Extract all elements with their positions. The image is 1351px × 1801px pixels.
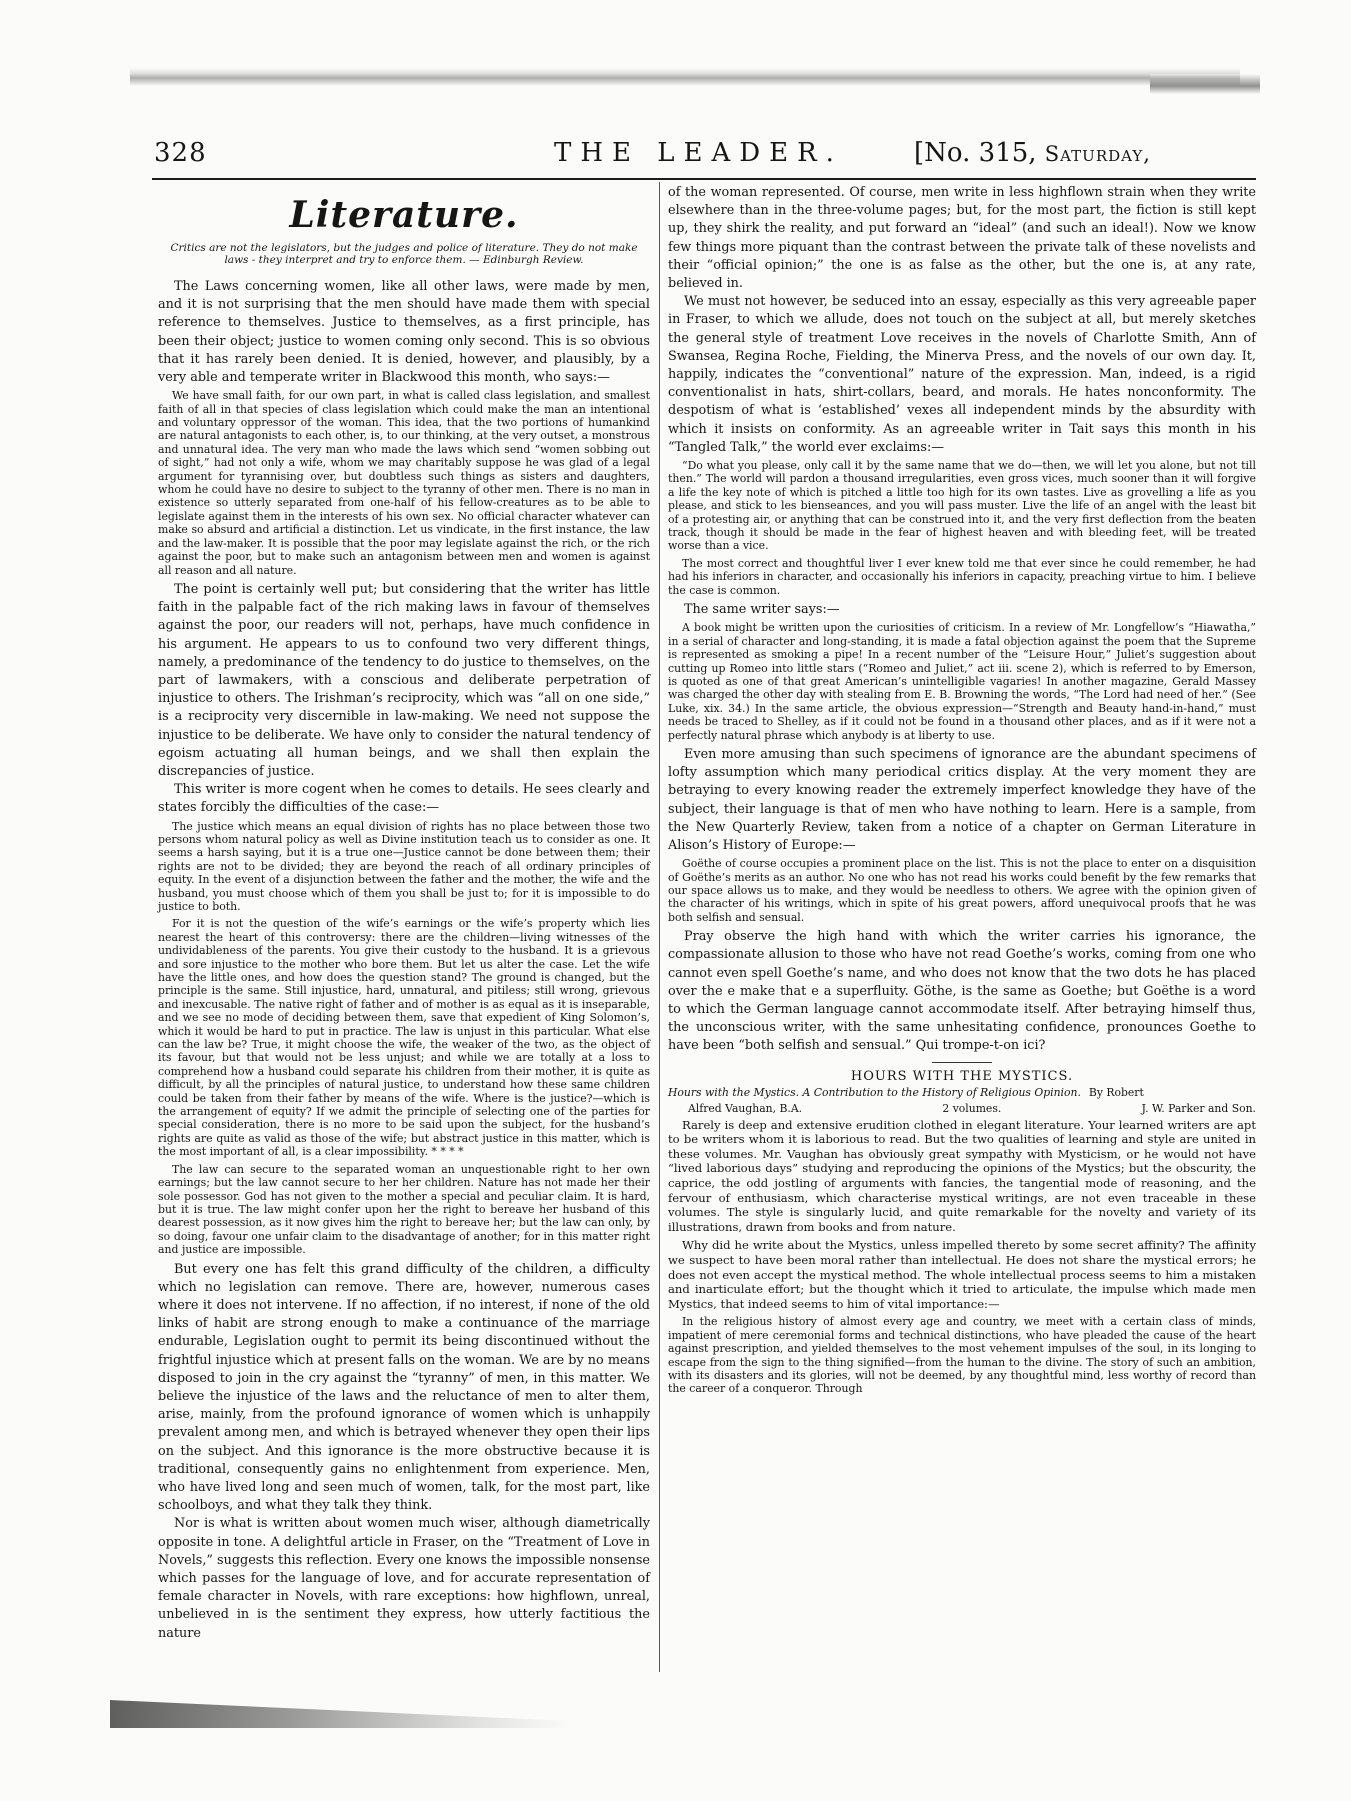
section-heading: Literature. [289,194,519,236]
block-quote: The law can secure to the separated woman an unquestionable right to her own earnings; but the law cannot secure to her her children. Nature has not made her their sole possessor. God has not given to the mother a special and peculiar claim. It is hard, but it is true. The law might confer upon her the right to bereave her husband of this dearest possession, as it now gives him the right to bereave her; but the law can only, by so doing, favour one unfair claim to the disadvantage of another; for in this matter right and justice are impossible. [158,1162,650,1257]
book-author-continued: Alfred Vaughan, B.A. [688,1101,803,1115]
article-paragraph: We must not however, be seduced into an essay, especially as this very agreeable paper in Fraser, to which we allude, does not touch on the subject at all, but merely sketches the general style of treatment Love receives in the novels of Charlotte Smith, Ann of Swansea, Regina Roche, Fielding, the Minerva Press, and the novels of our own day. It, happily, indicates the “conventional” nature of the expression. Man, indeed, is a rigid conventionalist in hats, shirt-collars, beard, and morals. He hates nonconformity. The despotism of what is ‘established’ vexes all independent minds by the absurdity with which it insists on conformity. As an agreeable writer in Tait says this month in his “Tangled Talk,” the world ever exclaims:— [668,294,1256,455]
article-paragraph: of the woman represented. Of course, men write in less highflown strain when they write elsewhere than in the three-volume pages; but, for the most part, the fiction is still kept up, they shirk the reality, and put forward an “ideal” (and such an ideal!). Now we know few things more piquant than the contrast between the private talk of these novelists and their “official opinion;” the one is as false as the other, but the one is, at any rate, believed in. [668,185,1256,292]
left-column [158,184,650,1643]
book-details-line [668,1102,1256,1115]
review-heading: HOURS WITH THE MYSTICS. [850,1068,1074,1084]
book-title-line [668,1086,1256,1099]
scan-edge-bottom [110,1700,570,1728]
paper-title: THE LEADER. [554,138,843,168]
scan-edge-top [130,68,1240,86]
article-paragraph: Even more amusing than such specimens of ignorance are the abundant specimens of lofty assumption which many periodical critics display. At the very moment they are betraying to every knowing reader the extremely imperfect knowledge they have of the subject, their language is that of men who have nothing to learn. Here is a sample, from the New Quarterly Review, taken from a notice of a chapter on German Literature in Alison’s History of Europe:— [668,746,1256,853]
book-author: By Robert [1088,1085,1144,1099]
block-quote: The most correct and thoughtful liver I ever knew told me that ever since he could remember, he had had his inferiors in character, and occasionally his inferiors in capacity, preaching virtue to him. I believe the case is common. [668,556,1256,597]
right-column [668,184,1256,1400]
page-number: 328 [154,138,207,168]
article-paragraph: The same writer says:— [684,602,840,618]
header-rule [152,178,1256,180]
book-publisher: J. W. Parker and Son. [1141,1101,1256,1115]
section-motto: Critics are not the legislators, but the judges and police of literature. They do not make laws - they interpret and try to enforce them. — Edinburgh Review. [170,242,638,266]
scan-edge-top-right [1150,74,1260,94]
book-volumes: 2 volumes. [942,1101,1002,1115]
column-divider [659,182,660,1672]
issue-number: [No. 315, [914,138,1045,168]
issue-line [914,138,1151,168]
article-paragraph: The Laws concerning women, like all other laws, were made by men, and it is not surprising that the men should have made them with special reference to themselves. Justice to themselves, as a first principle, has been their object; justice to women coming only second. This is so obvious that it has rarely been denied. It is denied, however, and plausibly, by a very able and temperate writer in Blackwood this month, who says:— [158,279,650,386]
article-paragraph: This writer is more cogent when he comes to details. He sees clearly and states forcibly the difficulties of the case:— [158,782,650,816]
block-quote: A book might be written upon the curiosities of criticism. In a review of Mr. Longfellow’s “Hiawatha,” in a serial of character and long-standing, it is made a fatal objection against the poem that the Supreme is represented as smoking a pipe! In a recent number of the “Leisure Hour,” Juliet’s suggestion about cutting up Romeo into little stars (“Romeo and Juliet,” act iii. scene 2), which is referred to by Emerson, is quoted as one of that great American’s unintelligible vagaries! In another magazine, Gerald Massey was charged the other day with stealing from E. B. Browning the words, “The Lord had need of her.” (See Luke, xix. 34.) In the same article, the obvious expression—“Strength and Beauty hand-in-hand,” must needs be traced to Shelley, as if it could not be found in a thousand other places, and as if it were not a perfectly natural phrase which anybody is at liberty to use. [668,621,1256,742]
review-paragraph: Why did he write about the Mystics, unless impelled thereto by some secret affinity? The affinity we suspect to have been moral rather than intellectual. He does not share the mystical errors; he does not even accept the mystical method. The whole intellectual process seems to him a mistaken and inarticulate effort; but the thought which it tried to articulate, the impulse which made men Mystics, that indeed seems to him of vital importance:— [668,1238,1256,1311]
article-paragraph: The point is certainly well put; but considering that the writer has little faith in the palpable fact of the rich making laws in favour of themselves against the poor, our readers will not, perhaps, have much confidence in his argument. He appears to us to confound two very different things, namely, a predominance of the tendency to do justice to themselves, on the part of lawmakers, with a conscious and deliberate perpetration of injustice to others. The Irishman’s reciprocity, which was “all on one side,” is a reciprocity very discernible in law-making. We need not suppose the injustice to be deliberate. We have only to consider the natural tendency of egoism actuating all human beings, and we shall then explain the discrepancies of justice. [158,581,650,779]
block-quote: The justice which means an equal division of rights has no place between those two persons whom natural policy as well as Divine institution teach us to consider as one. It seems a harsh saying, but it is a true one—Justice cannot be done between them; their rights are not to be divided; they are beyond the reach of all ordinary principles of equity. In the event of a disjunction between the father and the mother, the wife and the husband, you must choose which of them you shall be just to; for it is impossible to do justice to both. [158,819,650,913]
block-quote: Goëthe of course occupies a prominent place on the list. This is not the place to enter on a disquisition of Goëthe’s merits as an author. No one who has not read his works could benefit by the few remarks that our space allows us to make, and they would be needless to others. We agree with the opinion given of the character of his writings, which in spite of his great powers, afford unequivocal proofs that he was both selfish and sensual. [668,857,1256,924]
masthead [154,138,1254,178]
block-quote: “Do what you please, only call it by the same name that we do—then, we will let you alone, but not till then.” The world will pardon a thousand irregularities, even gross vices, much sooner than it will forgive a life the key note of which is pitched a little too high for its own tastes. Live as grovelling a life as you please, and stick to les bienseances, and you will pass muster. Live the life of an angel with the least bit of a protesting air, or anything that can be construed into it, and the very first deflection from the beaten track, though it should be made in the fear of highest heaven and with bleeding feet, will be treated worse than a vice. [668,459,1256,553]
block-quote: In the religious history of almost every age and country, we meet with a certain class of minds, impatient of mere ceremonial forms and technical distinctions, who have pleaded the cause of the heart against prescription, and yielded themselves to the most vehement impulses of the soul, in its longing to escape from the sign to the thing signified—from the human to the divine. The story of such an ambition, with its disasters and its glories, will not be deemed, by any thoughtful mind, less worthy of record than the career of a conqueror. Through [668,1315,1256,1396]
article-paragraph: But every one has felt this grand difficulty of the children, a difficulty which no legislation can remove. There are, however, numerous cases where it does not intervene. If no affection, if no interest, if none of the old links of habit are strong enough to make a continuance of the marriage endurable, Legislation ought to permit its being discontinued without the frightful injustice which at present falls on the woman. We are by no means disposed to join in the cry against the “tyranny” of men, in this matter. We believe the injustice of the laws and the reluctance of men to alter them, arise, mainly, from the profound ignorance of women which is unhappily prevalent among men, and which is betrayed whenever they open their lips on the subject. And this ignorance is the more obstructive because it is traditional, consequently gains no enlightenment from experience. Men, who have lived long and seen much of women, talk, for the most part, like schoolboys, and what they talk they think. [158,1261,650,1514]
issue-day: Saturday, [1044,142,1151,166]
article-paragraph: Pray observe the high hand with which the writer carries his ignorance, the compassionate allusion to those who have not read Goethe’s works, coming from one who cannot even spell Goethe’s name, and who does not know that the two dots he has placed over the e make that e a superfluity. Göthe, is the same as Goethe; but Goëthe is a word to which the German language cannot accommodate itself. After betraying himself thus, the unconscious writer, with the same unhesitating confidence, pronounces Goethe to have been “both selfish and sensual.” Qui trompe-t-on ici? [668,929,1256,1054]
review-paragraph: Rarely is deep and extensive erudition clothed in elegant literature. Your learned writers are apt to be writers whom it is laborious to read. But the two qualities of learning and style are united in these volumes. Mr. Vaughan has obviously great sympathy with Mysticism, or he would not have “lived laborious days” studying and reproducing the opinions of the Mystics; but the obscurity, the caprice, the odd jostling of arguments with fancies, the tangential mode of reasoning, and the fervour of enthusiasm, which characterise mystical writings, are not even traceable in these volumes. The style is singularly lucid, and quite remarkable for the novelty and variety of its illustrations, drawn from books and from nature. [668,1117,1256,1234]
block-quote: For it is not the question of the wife’s earnings or the wife’s property which lies nearest the heart of this controversy: there are the children—living witnesses of the undividableness of the parents. You give their custody to the husband. It is a grievous and sore injustice to the mother who bore them. But let us alter the case. Let the wife have the little ones, and how does the question stand? The ground is changed, but the principle is the same. Still injustice, hard, unnatural, and pitiless; still wrong, grievous and inexcusable. The native right of father and of mother is as equal as it is inseparable, and we see no mode of deciding between them, save that expedient of King Solomon’s, which it would be hard to put in practice. The law is unjust in this particular. What else can the law be? True, it might choose the wife, the weaker of the two, as the object of its favour, but that would not be less unjust; and while we are totally at a loss to comprehend how a husband could separate his children from their mother, it is quite as difficult, by all the principles of natural justice, to understand how these same children could be taken from their father by means of the wife. Where is the justice?—which is the arrangement of equity? If we admit the principle of selecting one of the parties for special consideration, there is no more to be said upon the subject, for the husband’s rights are quite as valid as those of the wife; but abstract justice in this matter, which is the most important of all, is a clear impossibility. * * * * [158,917,650,1159]
section-rule [932,1062,992,1063]
article-paragraph: Nor is what is written about women much wiser, although diametrically opposite in tone. A delightful article in Fraser, on the “Treatment of Love in Novels,” suggests this reflection. Every one knows the impossible nonsense which passes for the language of love, and for accurate representation of female character in Novels, with rare exceptions: how highflown, unreal, unbelieved in is the sentiment they express, how utterly factitious the nature [158,1516,650,1641]
book-title: Hours with the Mystics. A Contribution to the History of Religious Opinion. [668,1085,1081,1099]
block-quote: We have small faith, for our own part, in what is called class legislation, and smallest faith of all in that species of class legislation which could make the man an intentional and voluntary oppressor of the woman. This idea, that the two portions of humankind are natural antagonists to each other, is, to our thinking, at the very outset, a monstrous and unnatural idea. The very man who made the laws which send “women sobbing out of sight,” had not only a wife, whom we may charitably suppose he was glad of a legal argument for tyrannising over, but doubtless such things as sisters and daughters, whom he could have no desire to subject to the tyranny of other men. There is no man in existence so utterly separated from one-half of his fellow-creatures as to be able to legislate against them in the interests of his own sex. No official character whatever can make so absurd and artificial a distinction. Let us vindicate, in the first instance, the law and the law-maker. It is possible that the poor may legislate against the rich, or the rich against the poor, but to make such an antagonism between men and women is against all reason and all nature. [158,389,650,577]
